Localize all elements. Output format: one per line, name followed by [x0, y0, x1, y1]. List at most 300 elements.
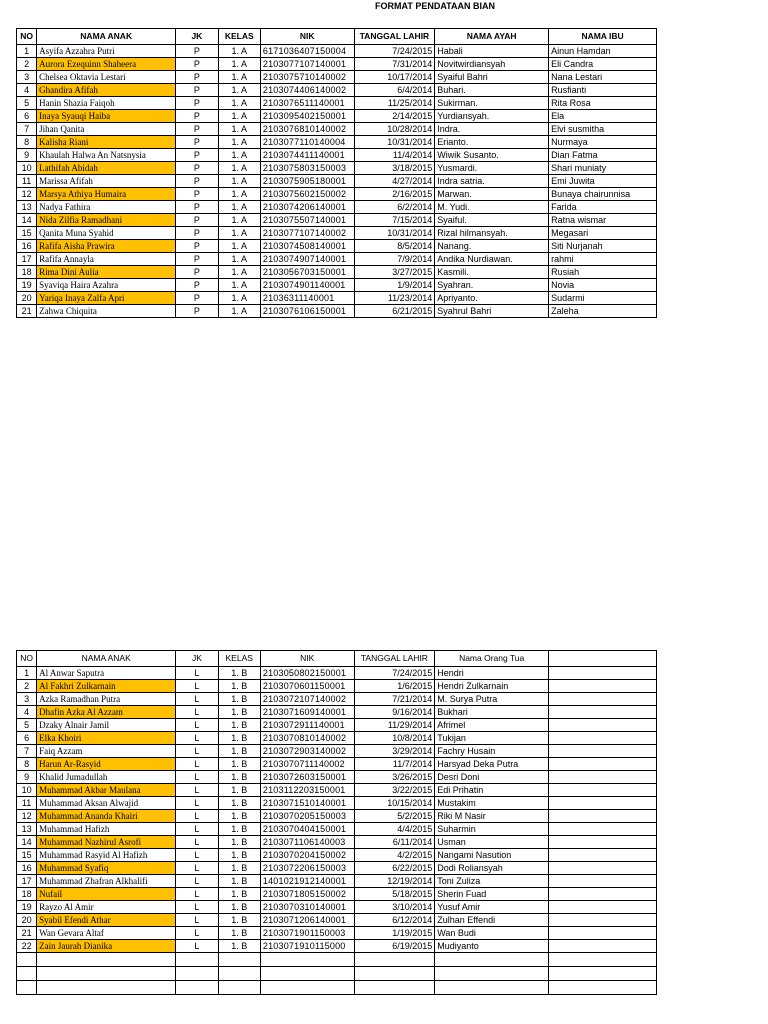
- cell-no: 14: [17, 214, 37, 227]
- student-table-1a: [16, 28, 657, 318]
- table-row: [17, 84, 657, 97]
- cell-no: 5: [17, 97, 37, 110]
- cell-kelas: 1. A: [218, 136, 260, 149]
- cell-jk: P: [176, 71, 218, 84]
- cell-jk: L: [176, 823, 218, 836]
- cell-kelas: 1. A: [218, 110, 260, 123]
- cell-tanggal-lahir: 6/11/2014: [354, 836, 435, 849]
- cell-nik: 2103077110140004: [260, 136, 354, 149]
- cell-jk: P: [176, 149, 218, 162]
- cell-nama-ayah: Syaiful Bahri: [435, 71, 549, 84]
- cell-kelas: 1. A: [218, 279, 260, 292]
- cell-kelas: 1. A: [218, 305, 260, 318]
- table-row: [17, 305, 657, 318]
- cell-kelas: 1. B: [218, 862, 260, 875]
- cell-nama-anak: Qanita Muna Syahid: [37, 227, 176, 240]
- cell-empty: [176, 953, 218, 967]
- cell-nik: 2103070601150001: [260, 680, 354, 693]
- table-row: [17, 253, 657, 266]
- cell-jk: P: [176, 253, 218, 266]
- cell-nik: 2103112203150001: [260, 784, 354, 797]
- cell-nama-orang-tua: Wan Budi: [435, 927, 549, 940]
- table-row: [17, 719, 657, 732]
- cell-nama-ibu: Megasari: [549, 227, 657, 240]
- cell-nama-ibu: Rusfianti: [549, 84, 657, 97]
- cell-empty: [549, 981, 657, 995]
- cell-nik: 1401021912140001: [260, 875, 354, 888]
- cell-nama-orang-tua: Riki M Nasir: [435, 810, 549, 823]
- cell-jk: L: [176, 758, 218, 771]
- cell-tanggal-lahir: 1/19/2015: [354, 927, 435, 940]
- cell-kelas: 1. B: [218, 719, 260, 732]
- cell-kelas: 1. B: [218, 732, 260, 745]
- cell-nama-ibu: Emi Juwita: [549, 175, 657, 188]
- cell-nama-anak: Muhammad Hafizh: [37, 823, 176, 836]
- cell-nama-anak: Asyifa Azzahra Putri: [37, 45, 176, 58]
- cell-nik: 2103075803150003: [260, 162, 354, 175]
- cell-nik: 2103071206140001: [260, 914, 354, 927]
- cell-nama-anak: Muhammad Rasyid Al Hafizh: [37, 849, 176, 862]
- table-row: [17, 667, 657, 680]
- table-row: [17, 875, 657, 888]
- cell-kelas: 1. A: [218, 188, 260, 201]
- cell-nama-anak: Nida Zilfia Ramadhani: [37, 214, 176, 227]
- table-row: [17, 693, 657, 706]
- cell-nama-orang-tua: Usman: [435, 836, 549, 849]
- cell-jk: L: [176, 914, 218, 927]
- cell-nama-anak: Hanin Shazia Faiqoh: [37, 97, 176, 110]
- cell-jk: L: [176, 849, 218, 862]
- cell-nik: 2103077107140002: [260, 227, 354, 240]
- cell-jk: P: [176, 162, 218, 175]
- cell-nik: 21036311140001: [260, 292, 354, 305]
- table-row: [17, 175, 657, 188]
- cell-empty: [260, 953, 354, 967]
- cell-no: 9: [17, 149, 37, 162]
- cell-empty: [176, 967, 218, 981]
- cell-no: 15: [17, 849, 37, 862]
- cell-nik: 2103071510140001: [260, 797, 354, 810]
- cell-kelas: 1. A: [218, 292, 260, 305]
- cell-tanggal-lahir: 6/19/2015: [354, 940, 435, 953]
- cell-tanggal-lahir: 1/6/2015: [354, 680, 435, 693]
- cell-tanggal-lahir: 7/24/2015: [354, 667, 435, 680]
- cell-empty: [37, 967, 176, 981]
- cell-jk: L: [176, 667, 218, 680]
- cell-nama-orang-tua: Bukhari: [435, 706, 549, 719]
- cell-nik: 2103074206140001: [260, 201, 354, 214]
- cell-jk: L: [176, 732, 218, 745]
- cell-nik: 2103070810140002: [260, 732, 354, 745]
- cell-nama-orang-tua: Mustakim: [435, 797, 549, 810]
- cell-no: 21: [17, 927, 37, 940]
- cell-nama-orang-tua: Edi Prihatin: [435, 784, 549, 797]
- cell-nama-orang-tua: Sherin Fuad: [435, 888, 549, 901]
- cell-empty: [549, 875, 657, 888]
- cell-no: 8: [17, 758, 37, 771]
- cell-nama-anak: Syaviqa Haira Azahra: [37, 279, 176, 292]
- header-kelas: KELAS: [218, 29, 260, 45]
- cell-no: 20: [17, 914, 37, 927]
- table-row: [17, 836, 657, 849]
- cell-nama-anak: Rafifa Aisha Prawira: [37, 240, 176, 253]
- cell-tanggal-lahir: 5/18/2015: [354, 888, 435, 901]
- cell-nama-anak: Nufail: [37, 888, 176, 901]
- cell-nama-ibu: Eli Candra: [549, 58, 657, 71]
- cell-kelas: 1. B: [218, 940, 260, 953]
- cell-nama-anak: Jihan Qanita: [37, 123, 176, 136]
- cell-kelas: 1. B: [218, 836, 260, 849]
- cell-nik: 2103076810140002: [260, 123, 354, 136]
- cell-jk: P: [176, 123, 218, 136]
- cell-nama-ayah: M. Yudi.: [435, 201, 549, 214]
- cell-jk: L: [176, 693, 218, 706]
- header-nik: NIK: [260, 29, 354, 45]
- table-row: [17, 162, 657, 175]
- cell-kelas: 1. B: [218, 901, 260, 914]
- cell-kelas: 1. A: [218, 97, 260, 110]
- cell-no: 10: [17, 784, 37, 797]
- cell-tanggal-lahir: 2/14/2015: [354, 110, 435, 123]
- cell-empty: [17, 953, 37, 967]
- cell-tanggal-lahir: 11/4/2014: [354, 149, 435, 162]
- cell-nama-ayah: Yurdiansyah.: [435, 110, 549, 123]
- cell-nama-orang-tua: Toni Zuliza: [435, 875, 549, 888]
- cell-tanggal-lahir: 6/12/2014: [354, 914, 435, 927]
- cell-nama-ayah: Syahran.: [435, 279, 549, 292]
- table-row: [17, 136, 657, 149]
- cell-no: 6: [17, 732, 37, 745]
- cell-kelas: 1. A: [218, 162, 260, 175]
- cell-tanggal-lahir: 10/8/2014: [354, 732, 435, 745]
- cell-tanggal-lahir: 6/4/2014: [354, 84, 435, 97]
- cell-empty: [549, 940, 657, 953]
- cell-jk: P: [176, 136, 218, 149]
- cell-nama-ibu: rahmi: [549, 253, 657, 266]
- table-row: [17, 110, 657, 123]
- cell-kelas: 1. A: [218, 266, 260, 279]
- cell-nama-anak: Al Fakhri Zulkarnain: [37, 680, 176, 693]
- cell-nama-orang-tua: Zulhan Effendi: [435, 914, 549, 927]
- cell-no: 1: [17, 667, 37, 680]
- cell-kelas: 1. A: [218, 227, 260, 240]
- table-row: [17, 914, 657, 927]
- cell-jk: P: [176, 175, 218, 188]
- cell-empty: [549, 927, 657, 940]
- cell-empty: [17, 981, 37, 995]
- cell-nama-orang-tua: Fachry Husain: [435, 745, 549, 758]
- cell-nama-ayah: Rizal hilmansyah.: [435, 227, 549, 240]
- cell-tanggal-lahir: 3/29/2014: [354, 745, 435, 758]
- cell-kelas: 1. B: [218, 810, 260, 823]
- cell-nama-ayah: Habali: [435, 45, 549, 58]
- cell-nama-anak: Muhammad Nazhirul Asrofi: [37, 836, 176, 849]
- cell-empty: [549, 667, 657, 680]
- cell-nama-anak: Marissa Afifah: [37, 175, 176, 188]
- student-table-1b: [16, 650, 657, 995]
- cell-empty: [435, 953, 549, 967]
- cell-tanggal-lahir: 3/10/2014: [354, 901, 435, 914]
- table-row: [17, 149, 657, 162]
- table-row: [17, 745, 657, 758]
- cell-kelas: 1. B: [218, 667, 260, 680]
- cell-empty: [549, 849, 657, 862]
- cell-jk: P: [176, 240, 218, 253]
- cell-empty: [549, 732, 657, 745]
- cell-jk: P: [176, 227, 218, 240]
- cell-kelas: 1. A: [218, 123, 260, 136]
- cell-empty: [354, 953, 435, 967]
- cell-nama-anak: Khaulah Halwa An Natsnysia: [37, 149, 176, 162]
- cell-nama-anak: Khalid Jumadullah: [37, 771, 176, 784]
- cell-nama-anak: Wan Gevara Altaf: [37, 927, 176, 940]
- cell-nik: 2103072206150003: [260, 862, 354, 875]
- cell-kelas: 1. B: [218, 849, 260, 862]
- cell-no: 11: [17, 175, 37, 188]
- cell-nama-orang-tua: Harsyad Deka Putra: [435, 758, 549, 771]
- cell-nik: 2103075905180001: [260, 175, 354, 188]
- cell-nama-ibu: Nana Lestari: [549, 71, 657, 84]
- table-row: [17, 797, 657, 810]
- cell-no: 17: [17, 253, 37, 266]
- cell-nama-anak: Aurora Ezequinn Shaheera: [37, 58, 176, 71]
- cell-nama-ayah: Syahrul Bahri: [435, 305, 549, 318]
- cell-nama-orang-tua: Tukijan: [435, 732, 549, 745]
- cell-nama-orang-tua: Hendri: [435, 667, 549, 680]
- table-row: [17, 927, 657, 940]
- cell-nama-ayah: Novitwirdiansyah: [435, 58, 549, 71]
- cell-nama-ibu: Rita Rosa: [549, 97, 657, 110]
- cell-nik: 6171036407150004: [260, 45, 354, 58]
- table-row: [17, 188, 657, 201]
- cell-no: 3: [17, 71, 37, 84]
- cell-tanggal-lahir: 10/17/2014: [354, 71, 435, 84]
- cell-kelas: 1. A: [218, 58, 260, 71]
- cell-nama-anak: Rafifa Annayla: [37, 253, 176, 266]
- table-row: [17, 123, 657, 136]
- cell-nama-ayah: Apriyanto.: [435, 292, 549, 305]
- cell-tanggal-lahir: 3/18/2015: [354, 162, 435, 175]
- cell-jk: P: [176, 292, 218, 305]
- cell-tanggal-lahir: 4/2/2015: [354, 849, 435, 862]
- cell-nik: 2103050802150001: [260, 667, 354, 680]
- cell-jk: P: [176, 188, 218, 201]
- cell-empty: [549, 888, 657, 901]
- cell-kelas: 1. B: [218, 706, 260, 719]
- cell-jk: L: [176, 784, 218, 797]
- cell-nik: 2103074901140001: [260, 279, 354, 292]
- cell-tanggal-lahir: 11/7/2014: [354, 758, 435, 771]
- cell-nik: 2103076106150001: [260, 305, 354, 318]
- cell-no: 6: [17, 110, 37, 123]
- cell-no: 12: [17, 810, 37, 823]
- cell-nama-ayah: Erianto.: [435, 136, 549, 149]
- cell-nama-ibu: Shari muniaty: [549, 162, 657, 175]
- cell-tanggal-lahir: 10/31/2014: [354, 227, 435, 240]
- cell-jk: P: [176, 305, 218, 318]
- header-jk: JK: [176, 29, 218, 45]
- cell-nama-ibu: Nurmaya: [549, 136, 657, 149]
- cell-kelas: 1. B: [218, 914, 260, 927]
- cell-kelas: 1. B: [218, 927, 260, 940]
- cell-nik: 2103070310140001: [260, 901, 354, 914]
- cell-nik: 2103070205150003: [260, 810, 354, 823]
- cell-jk: P: [176, 214, 218, 227]
- cell-no: 18: [17, 888, 37, 901]
- cell-kelas: 1. A: [218, 149, 260, 162]
- cell-kelas: 1. B: [218, 693, 260, 706]
- cell-nik: 2103074411140001: [260, 149, 354, 162]
- cell-empty: [354, 981, 435, 995]
- table-row: [17, 45, 657, 58]
- table-row: [17, 279, 657, 292]
- cell-tanggal-lahir: 6/22/2015: [354, 862, 435, 875]
- cell-nama-anak: Azka Ramadhan Putra: [37, 693, 176, 706]
- cell-nama-anak: Dhafin Azka Al Azzam: [37, 706, 176, 719]
- cell-no: 4: [17, 84, 37, 97]
- cell-tanggal-lahir: 6/21/2015: [354, 305, 435, 318]
- cell-tanggal-lahir: 3/22/2015: [354, 784, 435, 797]
- cell-nik: 2103095402150001: [260, 110, 354, 123]
- cell-jk: L: [176, 745, 218, 758]
- cell-tanggal-lahir: 8/5/2014: [354, 240, 435, 253]
- empty-row: [17, 967, 657, 981]
- cell-nik: 2103070404150001: [260, 823, 354, 836]
- cell-empty: [260, 981, 354, 995]
- header-no: NO: [17, 651, 37, 667]
- cell-empty: [549, 953, 657, 967]
- cell-nama-anak: Elka Khoiri: [37, 732, 176, 745]
- cell-empty: [354, 967, 435, 981]
- cell-tanggal-lahir: 7/21/2014: [354, 693, 435, 706]
- cell-empty: [549, 693, 657, 706]
- cell-empty: [549, 784, 657, 797]
- cell-nama-ayah: Kasmili.: [435, 266, 549, 279]
- cell-kelas: 1. A: [218, 84, 260, 97]
- cell-nama-orang-tua: Hendri Zulkarnain: [435, 680, 549, 693]
- header-jk: JK: [176, 651, 218, 667]
- cell-nik: 2103072903140002: [260, 745, 354, 758]
- header-nama-ayah: NAMA AYAH: [435, 29, 549, 45]
- cell-tanggal-lahir: 11/25/2014: [354, 97, 435, 110]
- table-row: [17, 823, 657, 836]
- cell-nik: 2103074508140001: [260, 240, 354, 253]
- cell-kelas: 1. B: [218, 680, 260, 693]
- cell-nama-anak: Marsya Athiya Humaira: [37, 188, 176, 201]
- cell-jk: L: [176, 810, 218, 823]
- cell-nama-anak: Rima Dini Aulia: [37, 266, 176, 279]
- cell-no: 4: [17, 706, 37, 719]
- cell-nik: 2103070711140002: [260, 758, 354, 771]
- cell-nama-ibu: Dian Fatma: [549, 149, 657, 162]
- table-row: [17, 940, 657, 953]
- cell-empty: [549, 797, 657, 810]
- cell-no: 7: [17, 123, 37, 136]
- cell-jk: P: [176, 279, 218, 292]
- cell-empty: [549, 836, 657, 849]
- cell-no: 15: [17, 227, 37, 240]
- cell-nama-anak: Muhammad Akbar Maulana: [37, 784, 176, 797]
- cell-nama-anak: Faiq Azzam: [37, 745, 176, 758]
- cell-nama-anak: Muhammad Ananda Khairi: [37, 810, 176, 823]
- cell-nama-ayah: Andika Nurdiawan.: [435, 253, 549, 266]
- table-row: [17, 214, 657, 227]
- table-row: [17, 784, 657, 797]
- cell-kelas: 1. A: [218, 240, 260, 253]
- cell-tanggal-lahir: 7/31/2014: [354, 58, 435, 71]
- cell-nik: 2103071609140001: [260, 706, 354, 719]
- cell-nama-ayah: Marwan.: [435, 188, 549, 201]
- cell-nama-orang-tua: Suharmin: [435, 823, 549, 836]
- cell-empty: [218, 953, 260, 967]
- table-row: [17, 680, 657, 693]
- cell-jk: P: [176, 84, 218, 97]
- cell-nik: 2103075602150002: [260, 188, 354, 201]
- cell-nama-anak: Syabil Efendi Athar: [37, 914, 176, 927]
- cell-no: 11: [17, 797, 37, 810]
- cell-no: 3: [17, 693, 37, 706]
- cell-jk: P: [176, 110, 218, 123]
- cell-jk: P: [176, 58, 218, 71]
- cell-empty: [549, 771, 657, 784]
- table-row: [17, 901, 657, 914]
- header-no: NO: [17, 29, 37, 45]
- cell-no: 13: [17, 201, 37, 214]
- cell-tanggal-lahir: 11/23/2014: [354, 292, 435, 305]
- cell-nik: 2103074406140002: [260, 84, 354, 97]
- cell-nama-ibu: Novia: [549, 279, 657, 292]
- cell-no: 17: [17, 875, 37, 888]
- cell-nama-orang-tua: Afrimel: [435, 719, 549, 732]
- cell-nama-anak: Muhammad Zhafran Alkhalifi: [37, 875, 176, 888]
- cell-no: 8: [17, 136, 37, 149]
- header-nama-anak: NAMA ANAK: [37, 29, 176, 45]
- cell-kelas: 1. B: [218, 771, 260, 784]
- table-row: [17, 888, 657, 901]
- table-row: [17, 227, 657, 240]
- cell-empty: [37, 981, 176, 995]
- header-tanggal-lahir: TANGGAL LAHIR: [354, 29, 435, 45]
- cell-jk: L: [176, 888, 218, 901]
- cell-nama-anak: Lathifah Abidah: [37, 162, 176, 175]
- cell-nik: 2103056703150001: [260, 266, 354, 279]
- cell-nama-ayah: Indra satria.: [435, 175, 549, 188]
- cell-kelas: 1. A: [218, 214, 260, 227]
- header-nama-orang-tua: Nama Orang Tua: [435, 651, 549, 667]
- cell-no: 14: [17, 836, 37, 849]
- cell-nama-ibu: Ainun Hamdan: [549, 45, 657, 58]
- cell-nama-anak: Muhammad Aksan Alwajid: [37, 797, 176, 810]
- cell-nik: 2103070204150002: [260, 849, 354, 862]
- cell-no: 13: [17, 823, 37, 836]
- cell-no: 18: [17, 266, 37, 279]
- cell-no: 2: [17, 680, 37, 693]
- header-kelas: KELAS: [218, 651, 260, 667]
- table-header-row: [17, 29, 657, 45]
- cell-nama-orang-tua: Desri Doni: [435, 771, 549, 784]
- cell-jk: L: [176, 940, 218, 953]
- cell-nama-orang-tua: Yusuf Amir: [435, 901, 549, 914]
- header-tanggal-lahir: TANGGAL LAHIR: [354, 651, 435, 667]
- cell-kelas: 1. A: [218, 71, 260, 84]
- cell-empty: [260, 967, 354, 981]
- cell-no: 19: [17, 901, 37, 914]
- cell-empty: [549, 823, 657, 836]
- cell-nik: 2103076511140001: [260, 97, 354, 110]
- cell-nama-anak: Zain Jaurah Dianika: [37, 940, 176, 953]
- cell-tanggal-lahir: 5/2/2015: [354, 810, 435, 823]
- cell-no: 16: [17, 240, 37, 253]
